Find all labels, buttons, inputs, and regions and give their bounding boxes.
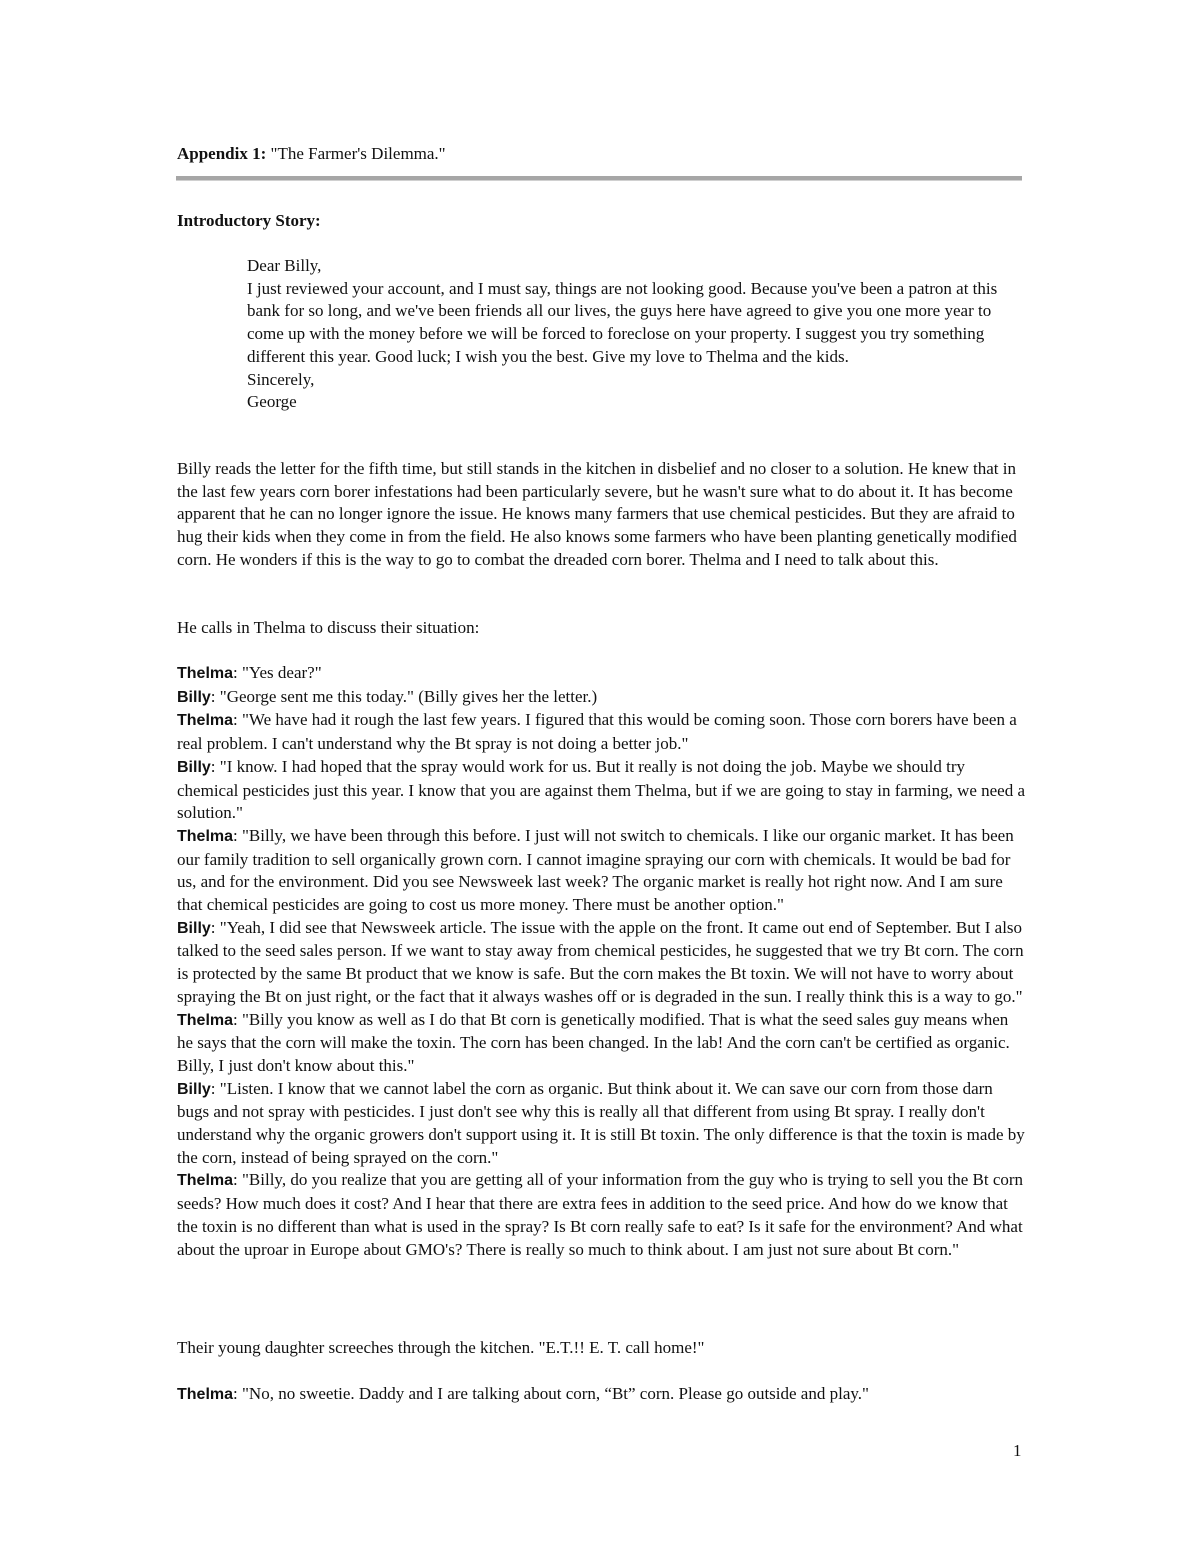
- dialogue-line: [177, 917, 1027, 1009]
- dialogue-line: [177, 756, 1027, 825]
- dialogue-line: [177, 709, 1027, 755]
- letter-body: I just reviewed your account, and I must say, things are not looking good. Because you've been a patron at this bank for so long, and we've been friends all our lives, the guys here have agreed to give you one more year to come up with the money before we will be forced to foreclose on your property. I suggest you try something different this year. Good luck; I wish you the best. Give my love to Thelma and the kids.: [247, 278, 998, 366]
- dialogue-text: : "George sent me this today." (Billy gives her the letter.): [210, 686, 598, 706]
- dialogue-line: [177, 1383, 1027, 1407]
- horizontal-rule: [176, 176, 1022, 181]
- speaker-name: Billy: [177, 1080, 211, 1098]
- dialogue-text: : "Listen. I know that we cannot label the corn as organic. But think about it. We can save our corn from those darn bugs and not spray with pesticides. I just don't see why this is really all that different from using Bt spray. I really don't understand why the organic growers don't support using it. It is still Bt toxin. The only difference is that the toxin is made by the corn, instead of being sprayed on the corn.": [177, 1078, 1025, 1167]
- narrative-text: Billy reads the letter for the fifth time, but still stands in the kitchen in disbelief and no closer to a solution. He knew that in the last few years corn borer infestations had been particularly severe, but he wasn't sure what to do about it. It has become apparent that he can no longer ignore the issue. He knows many farmers that use chemical pesticides. But they are afraid to hug their kids when they come in from the field. He also knows some farmers who have been planting genetically modified corn. He wonders if this is the way to go to combat the dreaded corn borer. Thelma and I need to talk about this.: [177, 459, 1017, 569]
- dialogue-line: [177, 662, 1027, 686]
- speaker-name: Thelma: [177, 1386, 234, 1403]
- speaker-name: Thelma: [177, 665, 234, 682]
- dialogue-block: [177, 662, 1027, 1261]
- dialogue-text: : "Billy you know as well as I do that Bt corn is genetically modified. That is what the seed sales guy means when he says that the corn will make the toxin. The corn has been changed. In the lab! And the corn can't be certified as organic. Billy, I just don't know about this.": [177, 1009, 1010, 1075]
- dialogue-block: [177, 1383, 1027, 1407]
- letter-signature: George: [247, 392, 297, 412]
- dialogue-text: : "Billy, we have been through this before. I just will not switch to chemicals. I like our organic market. It has been our family tradition to sell organically grown corn. I cannot imagine spraying our corn with chemicals. It would be bad for us, and for the environment. Did you see Newsweek last week? The organic market is really hot right now. And I am sure that chemical pesticides are going to cost us more money. There must be another option.": [177, 825, 1014, 915]
- narrative-paragraph: [177, 458, 1027, 572]
- speaker-name: Thelma: [177, 1172, 234, 1190]
- speaker-name: Billy: [177, 758, 211, 776]
- section-title: Introductory Story:: [177, 211, 321, 230]
- narrative-text: He calls in Thelma to discuss their situation:: [177, 618, 480, 637]
- speaker-name: Thelma: [177, 1011, 234, 1029]
- dialogue-text: : "I know. I had hoped that the spray would work for us. But it really is not doing the job. Maybe we should try chemical pesticides just this year. I know that you are against them Thelma, but if we are going to stay in farming, we need a solution.": [177, 756, 1026, 823]
- narrative-paragraph: [177, 1337, 1027, 1360]
- speaker-name: Thelma: [177, 712, 234, 730]
- dialogue-line: [177, 825, 1027, 917]
- narrative-paragraph: [177, 617, 1027, 640]
- dialogue-text: : "We have had it rough the last few years. I figured that this would be coming soon. Those corn borers have been a real problem. I can't understand why the Bt spray is not doing a better job.": [177, 710, 1017, 754]
- dialogue-text: : "No, no sweetie. Daddy and I are talking about corn, “Bt” corn. Please go outside and play.": [233, 1384, 869, 1403]
- appendix-heading: [177, 143, 446, 166]
- appendix-title: "The Farmer's Dilemma.": [266, 144, 446, 163]
- letter-closing: Sincerely,: [247, 369, 315, 389]
- dialogue-line: [177, 1169, 1027, 1261]
- speaker-name: Billy: [177, 688, 211, 706]
- letter-block: [247, 255, 1027, 414]
- dialogue-line: [177, 686, 1027, 710]
- dialogue-line: [177, 1009, 1027, 1078]
- appendix-label: Appendix 1:: [177, 144, 267, 163]
- dialogue-text: : "Billy, do you realize that you are getting all of your information from the guy who is trying to sell you the Bt corn seeds? How much does it cost? And I hear that there are extra fees in addition to the seed price. And how do we know that the toxin is no different than what is used in the spray? Is Bt corn really safe to eat? Is it safe for the environment? And what about the uproar in Europe about GMO's? There is really so much to think about. I am just not sure about Bt corn.": [177, 1170, 1024, 1259]
- letter-salutation: Dear Billy,: [247, 256, 322, 275]
- narrative-text: Their young daughter screeches through the kitchen. "E.T.!! E. T. call home!": [177, 1338, 705, 1357]
- page-number: 1: [1013, 1441, 1022, 1460]
- speaker-name: Thelma: [177, 827, 234, 845]
- dialogue-text: : "Yes dear?": [233, 663, 322, 682]
- dialogue-line: [177, 1078, 1027, 1170]
- dialogue-text: : "Yeah, I did see that Newsweek article. The issue with the apple on the front. It came out end of September. But I also talked to the seed sales person. If we want to stay away from chemical pesticides, he suggested that we try Bt corn. The corn is protected by the same Bt product that we know is safe. But the corn makes the Bt toxin. We will not have to worry about spraying the Bt on just right, or the fact that it always washes off or is degraded in the sun. I really think this is a way to go.": [177, 917, 1024, 1006]
- speaker-name: Billy: [177, 919, 211, 937]
